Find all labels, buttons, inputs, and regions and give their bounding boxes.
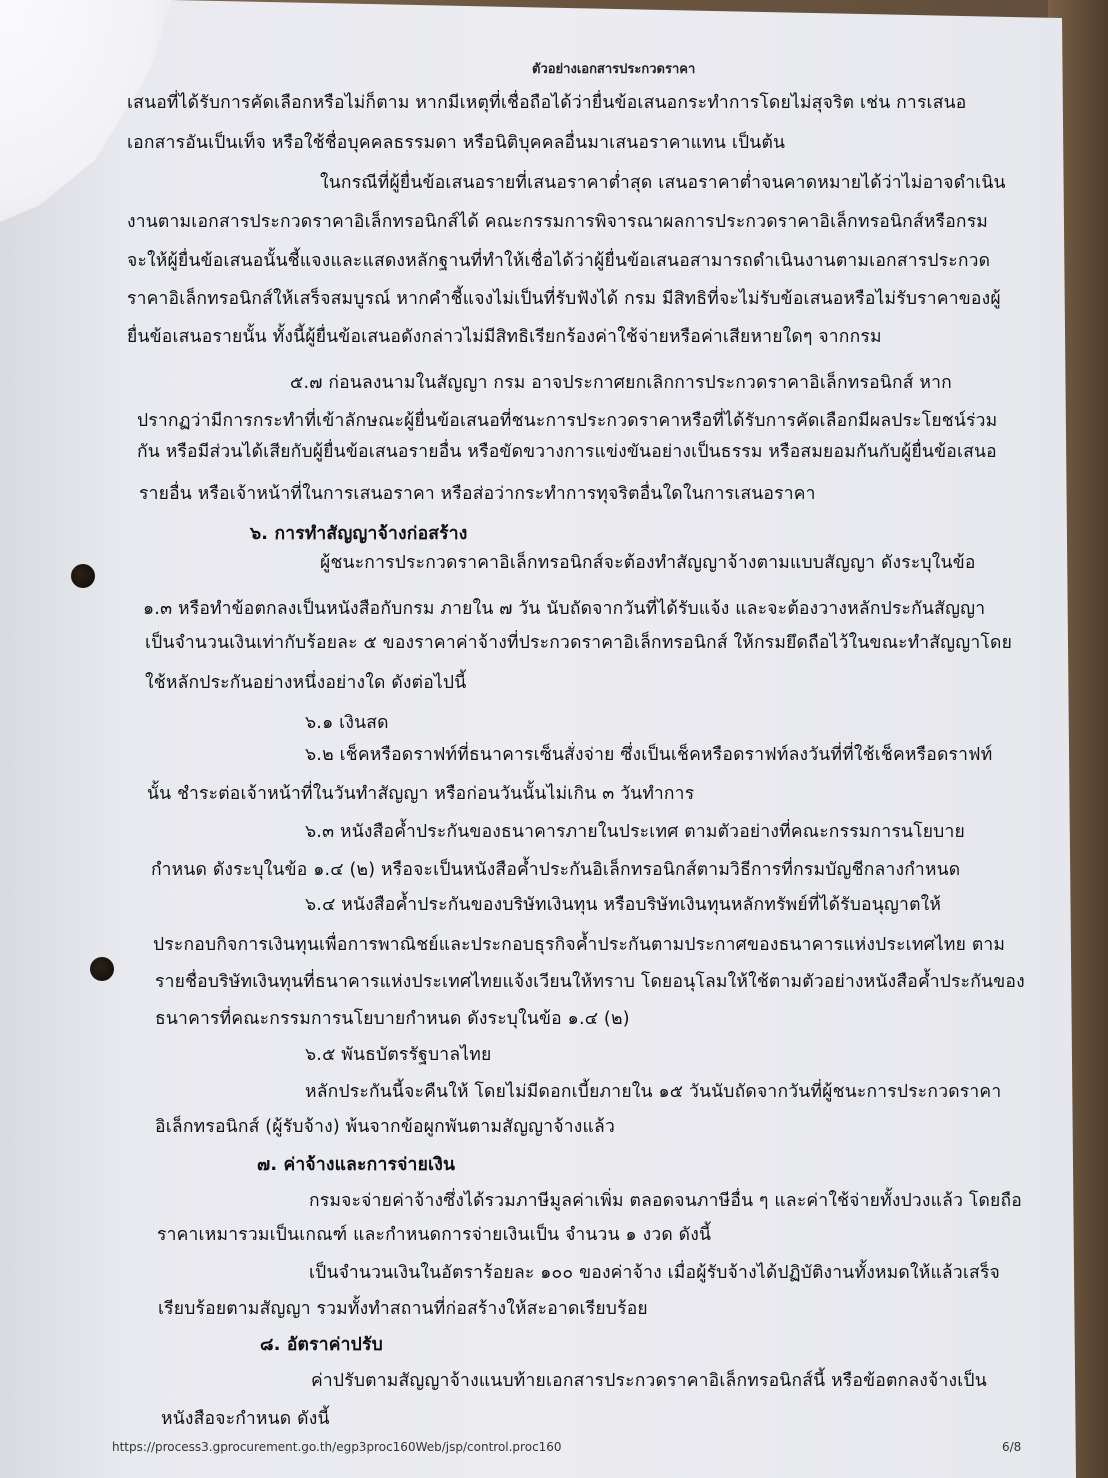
text-line: ในกรณีที่ผู้ยื่นข้อเสนอรายที่เสนอราคาต่ำสุด เสนอราคาต่ำจนคาดหมายได้ว่าไม่อาจดำเนิน bbox=[320, 173, 1006, 193]
text-line: กำหนด ดังระบุในข้อ ๑.๔ (๒) หรือจะเป็นหนังสือค้ำประกันอิเล็กทรอนิกส์ตามวิธีการที่กรมบัญชีกลางกำหนด bbox=[151, 860, 961, 880]
text-line: เสนอที่ได้รับการคัดเลือกหรือไม่ก็ตาม หากมีเหตุที่เชื่อถือได้ว่ายื่นข้อเสนอกระทำการโดยไม่สุจริต เช่น การเสนอ bbox=[127, 93, 967, 113]
text-line: นั้น ชำระต่อเจ้าหน้าที่ในวันทำสัญญา หรือก่อนวันนั้นไม่เกิน ๓ วันทำการ bbox=[147, 784, 695, 804]
text-line: ๕.๗ ก่อนลงนามในสัญญา กรม อาจประกาศยกเลิกการประกวดราคาอิเล็กทรอนิกส์ หาก bbox=[290, 373, 952, 393]
text-line: ๖.๓ หนังสือค้ำประกันของธนาคารภายในประเทศ ตามตัวอย่างที่คณะกรรมการนโยบาย bbox=[305, 822, 965, 842]
text-line: ๖.๕ พันธบัตรรัฐบาลไทย bbox=[305, 1045, 492, 1065]
text-line: รายอื่น หรือเจ้าหน้าที่ในการเสนอราคา หรือส่อว่ากระทำการทุจริตอื่นใดในการเสนอราคา bbox=[139, 484, 816, 504]
section-heading: ๘. อัตราค่าปรับ bbox=[260, 1335, 383, 1355]
text-line: ธนาคารที่คณะกรรมการนโยบายกำหนด ดังระบุในข้อ ๑.๔ (๒) bbox=[155, 1009, 630, 1029]
text-line: ประกอบกิจการเงินทุนเพื่อการพาณิชย์และประกอบธุรกิจค้ำประกันตามประกาศของธนาคารแห่งประเทศไทย ตาม bbox=[153, 935, 1006, 955]
text-line: ๑.๓ หรือทำข้อตกลงเป็นหนังสือกับกรม ภายใน ๗ วัน นับถัดจากวันที่ได้รับแจ้ง และจะต้องวางหลักประกันสัญญา bbox=[143, 599, 986, 619]
text-line: กัน หรือมีส่วนได้เสียกับผู้ยื่นข้อเสนอรายอื่น หรือขัดขวางการแข่งขันอย่างเป็นธรรม หรือสมยอมกันกับผู้ยื่นข้อเสนอ bbox=[137, 442, 997, 462]
text-line: ค่าปรับตามสัญญาจ้างแนบท้ายเอกสารประกวดราคาอิเล็กทรอนิกส์นี้ หรือข้อตกลงจ้างเป็น bbox=[311, 1371, 987, 1391]
footer-url: https://process3.gprocurement.go.th/egp3proc160Web/jsp/control.proc160 bbox=[112, 1440, 562, 1454]
text-line: ใช้หลักประกันอย่างหนึ่งอย่างใด ดังต่อไปนี้ bbox=[145, 673, 467, 693]
text-line: ปรากฏว่ามีการกระทำที่เข้าลักษณะผู้ยื่นข้อเสนอที่ชนะการประกวดราคาหรือที่ได้รับการคัดเลือกมีผลประโยชน์ร่วม bbox=[137, 411, 998, 431]
text-line: ๖.๒ เช็คหรือดราฟท์ที่ธนาคารเซ็นสั่งจ่าย ซึ่งเป็นเช็คหรือดราฟท์ลงวันที่ที่ใช้เช็คหรือดราฟท์ bbox=[305, 745, 993, 765]
punch-hole bbox=[90, 957, 114, 981]
document-header: ตัวอย่างเอกสารประกวดราคา bbox=[532, 62, 696, 77]
text-line: เป็นจำนวนเงินในอัตราร้อยละ ๑๐๐ ของค่าจ้าง เมื่อผู้รับจ้างได้ปฏิบัติงานทั้งหมดให้แล้วเสร็จ bbox=[309, 1263, 1000, 1283]
text-line: กรมจะจ่ายค่าจ้างซึ่งได้รวมภาษีมูลค่าเพิ่ม ตลอดจนภาษีอื่น ๆ และค่าใช้จ่ายทั้งปวงแล้ว โดยถือ bbox=[309, 1191, 1022, 1211]
text-line: ๖.๑ เงินสด bbox=[305, 713, 389, 733]
text-line: หนังสือจะกำหนด ดังนี้ bbox=[161, 1409, 330, 1429]
text-line: ผู้ชนะการประกวดราคาอิเล็กทรอนิกส์จะต้องทำสัญญาจ้างตามแบบสัญญา ดังระบุในข้อ bbox=[320, 553, 976, 573]
text-line: เอกสารอันเป็นเท็จ หรือใช้ชื่อบุคคลธรรมดา หรือนิติบุคคลอื่นมาเสนอราคาแทน เป็นต้น bbox=[127, 133, 786, 153]
text-line: รายชื่อบริษัทเงินทุนที่ธนาคารแห่งประเทศไทยแจ้งเวียนให้ทราบ โดยอนุโลมให้ใช้ตามตัวอย่างหนังสือค้ำประกันของ bbox=[155, 972, 1025, 992]
text-line: หลักประกันนี้จะคืนให้ โดยไม่มีดอกเบี้ยภายใน ๑๕ วันนับถัดจากวันที่ผู้ชนะการประกวดราคา bbox=[305, 1082, 1002, 1102]
text-line: อิเล็กทรอนิกส์ (ผู้รับจ้าง) พ้นจากข้อผูกพันตามสัญญาจ้างแล้ว bbox=[155, 1117, 615, 1137]
text-line: ๖.๔ หนังสือค้ำประกันของบริษัทเงินทุน หรือบริษัทเงินทุนหลักทรัพย์ที่ได้รับอนุญาตให้ bbox=[305, 895, 942, 915]
text-line: จะให้ผู้ยื่นข้อเสนอนั้นชี้แจงและแสดงหลักฐานที่ทำให้เชื่อได้ว่าผู้ยื่นข้อเสนอสามารถดำเนินงานตามเอกสารประกวด bbox=[127, 251, 991, 271]
text-line: ราคาเหมารวมเป็นเกณฑ์ และกำหนดการจ่ายเงินเป็น จำนวน ๑ งวด ดังนี้ bbox=[157, 1225, 712, 1245]
text-line: เรียบร้อยตามสัญญา รวมทั้งทำสถานที่ก่อสร้างให้สะอาดเรียบร้อย bbox=[158, 1299, 648, 1319]
text-line: เป็นจำนวนเงินเท่ากับร้อยละ ๕ ของราคาค่าจ้างที่ประกวดราคาอิเล็กทรอนิกส์ ให้กรมยึดถือไว้ในขณะทำสัญญาโดย bbox=[145, 633, 1013, 653]
section-heading: ๖. การทำสัญญาจ้างก่อสร้าง bbox=[250, 524, 468, 544]
text-line: ราคาอิเล็กทรอนิกส์ให้เสร็จสมบูรณ์ หากคำชี้แจงไม่เป็นที่รับฟังได้ กรม มีสิทธิที่จะไม่รับข้อเสนอหรือไม่รับราคาของผู้ bbox=[127, 289, 1001, 309]
text-line: งานตามเอกสารประกวดราคาอิเล็กทรอนิกส์ได้ คณะกรรมการพิจารณาผลการประกวดราคาอิเล็กทรอนิกส์หรือกรม bbox=[127, 212, 989, 232]
text-line: ยื่นข้อเสนอรายนั้น ทั้งนี้ผู้ยื่นข้อเสนอดังกล่าวไม่มีสิทธิเรียกร้องค่าใช้จ่ายหรือค่าเสียหายใดๆ จากกรม bbox=[127, 327, 882, 347]
punch-hole bbox=[71, 564, 95, 588]
section-heading: ๗. ค่าจ้างและการจ่ายเงิน bbox=[257, 1155, 456, 1175]
page-number: 6/8 bbox=[1002, 1440, 1022, 1454]
